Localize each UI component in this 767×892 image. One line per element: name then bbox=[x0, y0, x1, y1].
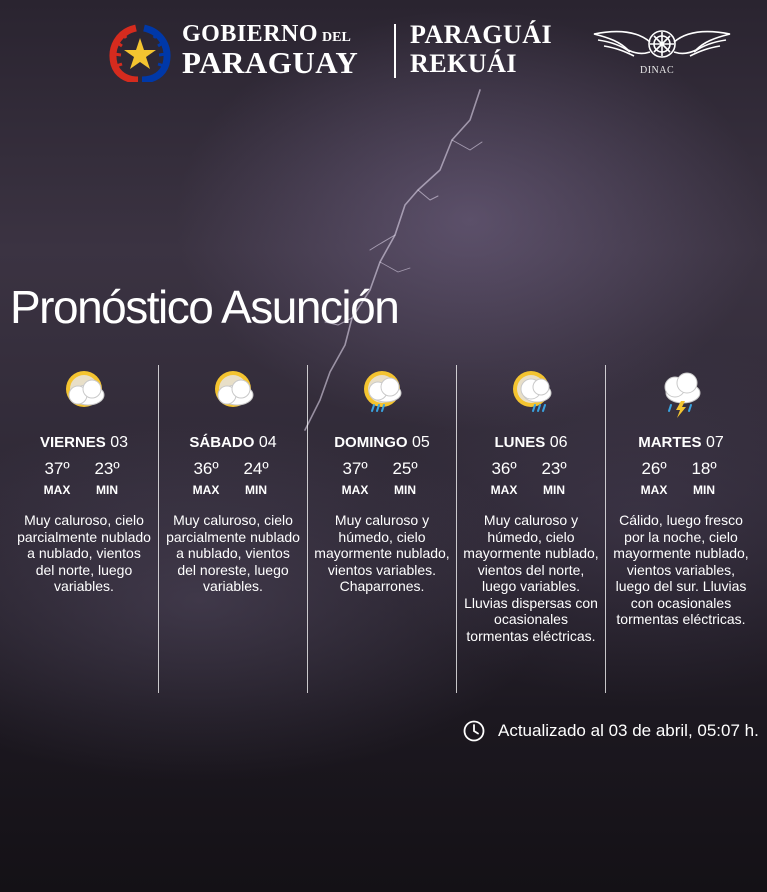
max-label: MAX bbox=[341, 483, 369, 497]
column-divider bbox=[605, 365, 606, 693]
min-temp: 23º bbox=[541, 459, 567, 478]
gov-line-1: GOBIERNO bbox=[182, 21, 319, 47]
sun-cloud-showers-icon bbox=[501, 365, 561, 421]
updated-text: Actualizado al 03 de abril, 05:07 h. bbox=[498, 721, 759, 740]
government-wordmark bbox=[182, 22, 358, 78]
clock-icon bbox=[463, 720, 485, 742]
forecast-strip bbox=[10, 363, 760, 693]
day-name: VIERNES bbox=[39, 434, 106, 451]
header-divider bbox=[394, 24, 396, 78]
dinac-label: DINAC bbox=[640, 65, 675, 76]
min-label: MIN bbox=[394, 483, 416, 497]
day-name: DOMINGO bbox=[334, 434, 408, 451]
day-description: Muy caluroso, cielo parcialmente nublado a nublado, vientos del noreste, luego variables. bbox=[166, 512, 300, 594]
max-label: MAX bbox=[192, 483, 220, 497]
last-updated bbox=[463, 718, 759, 744]
day-date: 07 bbox=[706, 434, 724, 451]
page-title: Pronóstico Asunción bbox=[10, 281, 399, 333]
min-temp: 23º bbox=[94, 459, 120, 478]
max-temp: 26º bbox=[641, 459, 667, 478]
max-label: MAX bbox=[640, 483, 668, 497]
partly-cloudy-icon bbox=[203, 365, 263, 421]
gov-del: DEL bbox=[322, 30, 351, 45]
max-label: MAX bbox=[43, 483, 71, 497]
rekuai-line-1: PARAGUÁI bbox=[410, 20, 553, 49]
guarani-wordmark bbox=[410, 22, 552, 77]
min-label: MIN bbox=[693, 483, 715, 497]
day-name: SÁBADO bbox=[189, 434, 255, 451]
forecast-day bbox=[308, 363, 456, 693]
day-date: 03 bbox=[110, 434, 129, 451]
min-label: MIN bbox=[245, 483, 267, 497]
max-temp: 37º bbox=[342, 459, 368, 478]
min-label: MIN bbox=[96, 483, 118, 497]
day-date: 05 bbox=[412, 434, 430, 451]
header bbox=[0, 18, 767, 88]
day-description: Muy caluroso, cielo parcialmente nublado a nublado, vientos del norte, luego variables. bbox=[17, 512, 151, 594]
max-temp: 36º bbox=[193, 459, 219, 478]
day-date: 04 bbox=[258, 434, 277, 451]
forecast-day bbox=[159, 363, 307, 693]
day-name: MARTES bbox=[638, 434, 702, 451]
day-date: 06 bbox=[549, 434, 568, 451]
rekuai-line-2: REKUÁI bbox=[410, 49, 518, 78]
day-name: LUNES bbox=[494, 434, 546, 451]
max-temp: 36º bbox=[491, 459, 517, 478]
forecast-day bbox=[607, 363, 755, 693]
sun-cloud-showers-icon bbox=[352, 365, 412, 421]
day-description: Muy caluroso y húmedo, cielo mayormente nublado, vientos variables. Chaparrones. bbox=[314, 512, 450, 594]
forecast-day bbox=[10, 363, 158, 693]
partly-cloudy-icon bbox=[54, 365, 114, 421]
max-temp: 37º bbox=[44, 459, 70, 478]
min-temp: 18º bbox=[691, 459, 717, 478]
day-description: Cálido, luego fresco por la noche, cielo mayormente nublado, vientos variables, luego del sur. Lluvias con ocasionales tormentas eléctricas. bbox=[613, 512, 749, 627]
min-label: MIN bbox=[543, 483, 565, 497]
cloud-thunderstorm-icon bbox=[651, 365, 711, 421]
paraguay-coat-of-arms-icon bbox=[108, 22, 174, 82]
min-temp: 25º bbox=[392, 459, 418, 478]
forecast-day bbox=[457, 363, 605, 693]
min-temp: 24º bbox=[243, 459, 269, 478]
gov-line-2: PARAGUAY bbox=[182, 45, 359, 80]
max-label: MAX bbox=[490, 483, 518, 497]
day-description: Muy caluroso y húmedo, cielo mayormente nublado, vientos del norte, luego variables. Lluvias dispersas con ocasionales tormentas eléctricas. bbox=[463, 512, 599, 644]
